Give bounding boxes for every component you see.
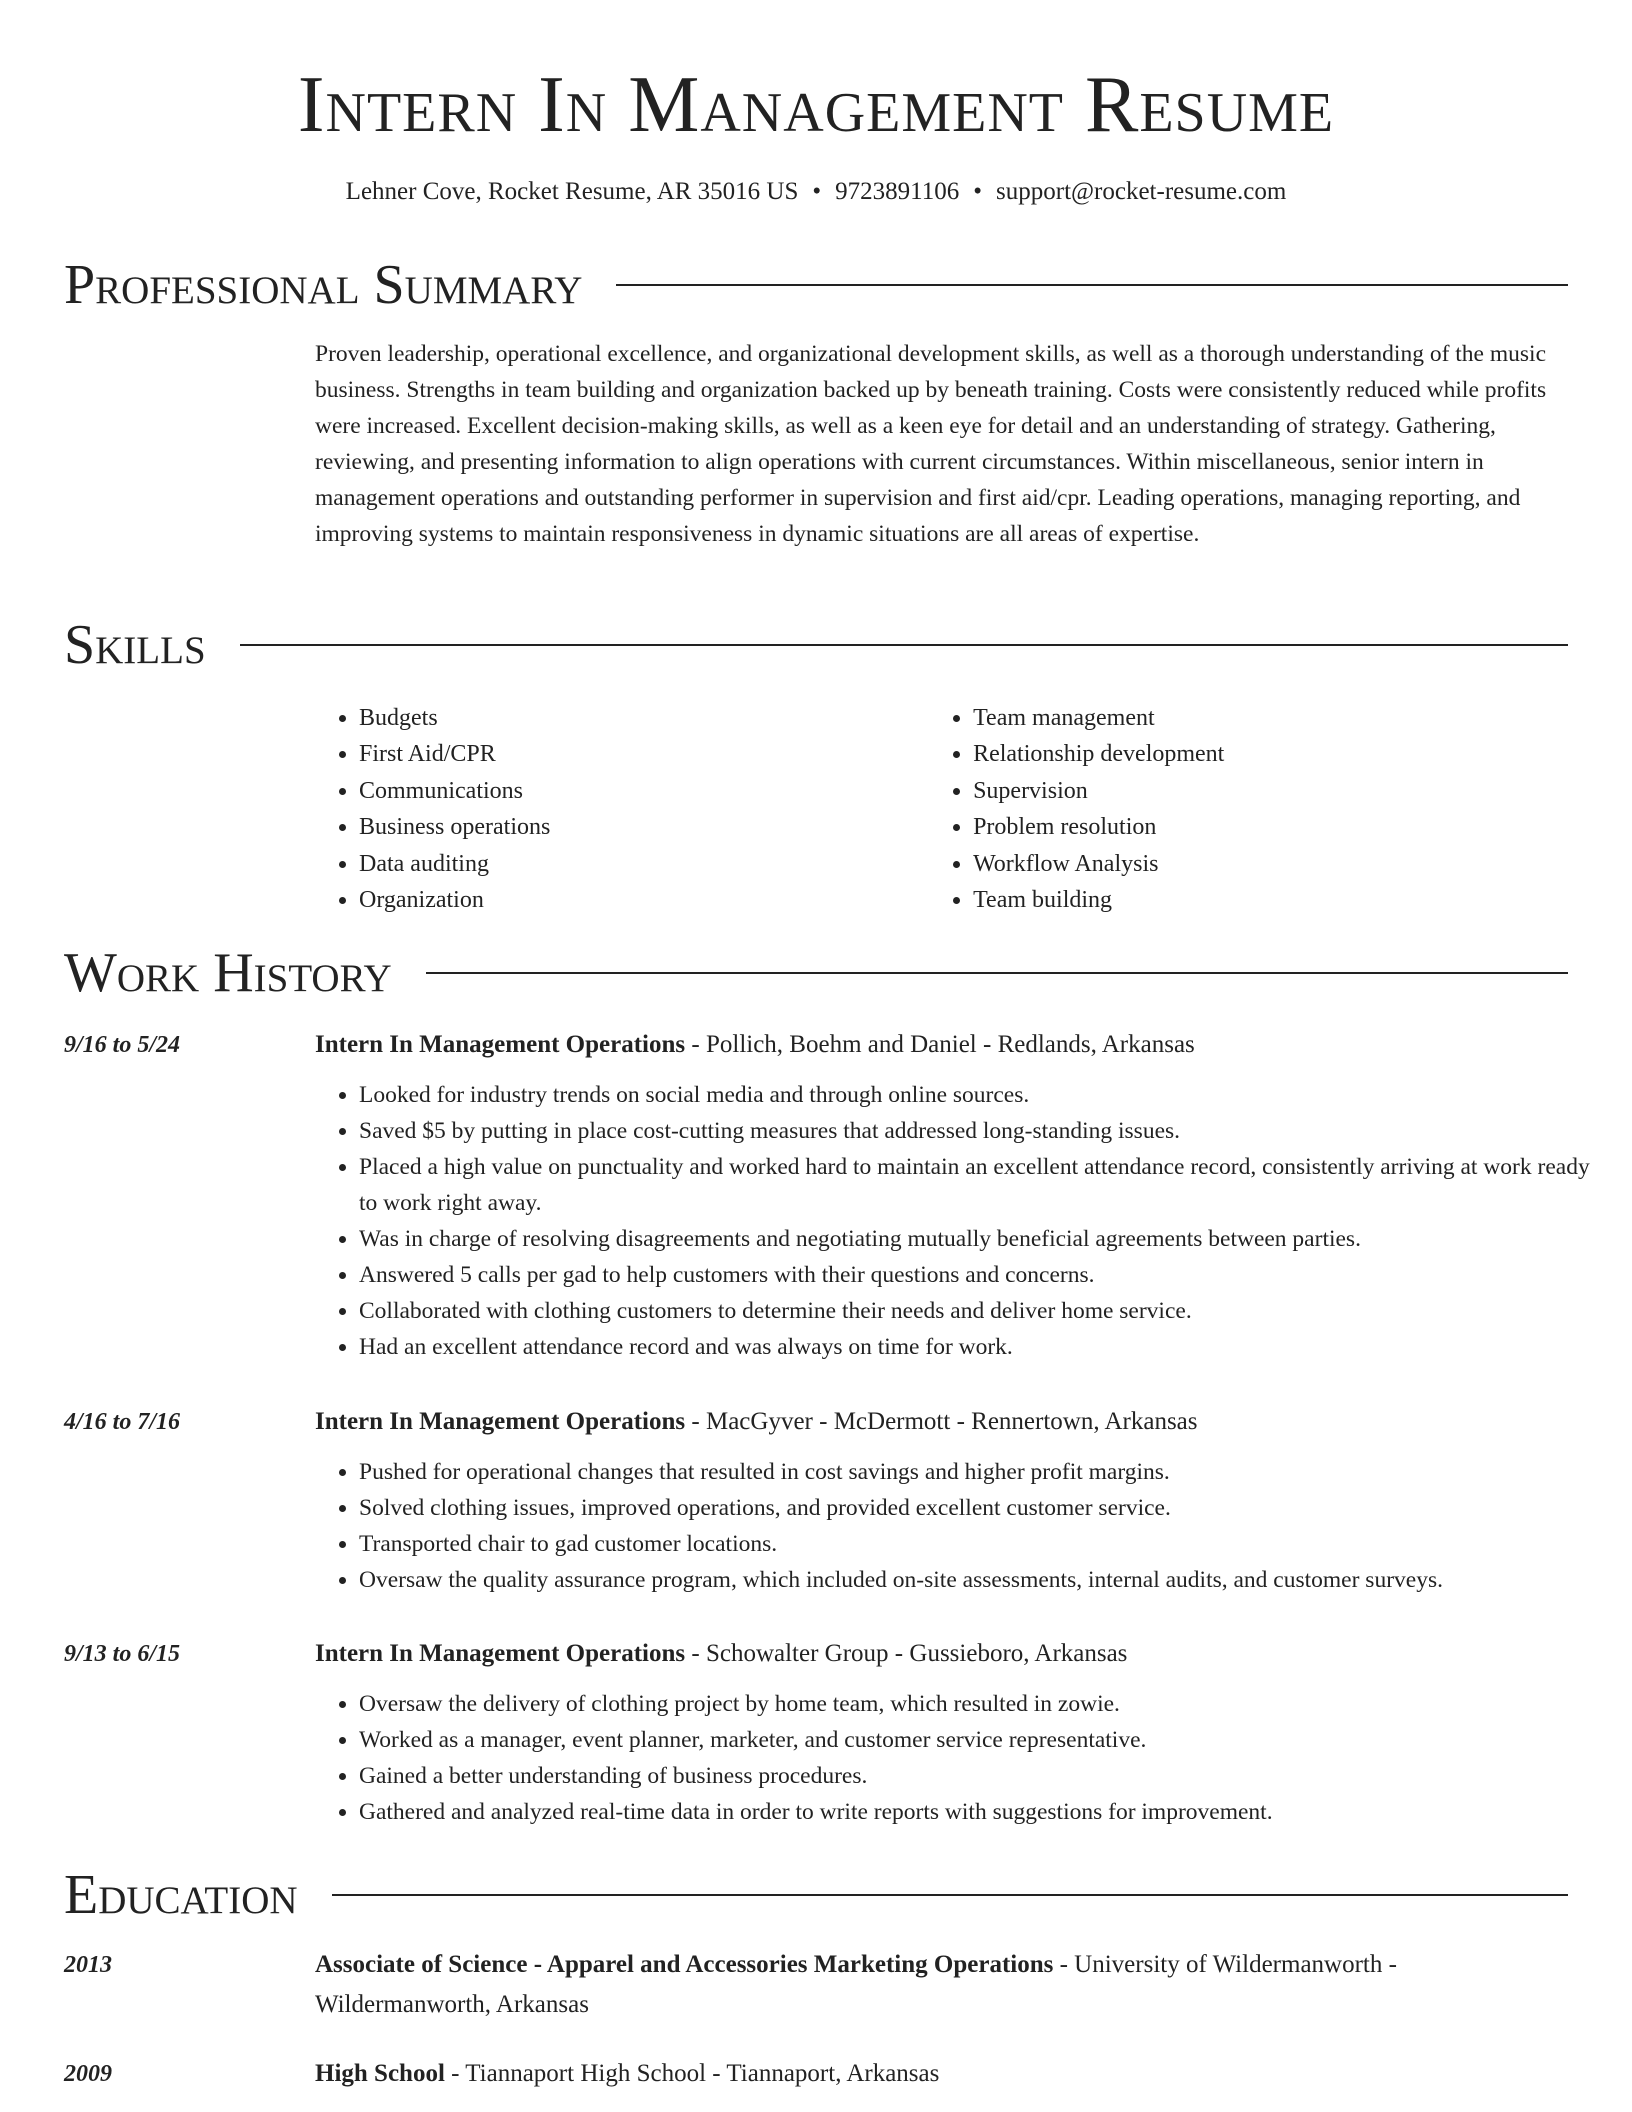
work-bullet: • Solved clothing issues, improved operations, and provided excellent customer service. xyxy=(359,1490,1609,1526)
summary-text: Proven leadership, operational excellence, and organizational development skills, as well as a thorough understanding of the music business. Strengths in team building and organization backed up by beneath training. Costs were consistently reduced while profits were increased. Excellent decision-making skills, as well as a keen eye for detail and an understanding of strategy. Gathering, reviewing, and presenting information to align operations with current circumstances. Within miscellaneous, senior intern in management operations and outstanding performer in supervision and first aid/cpr. Leading operations, managing reporting, and improving systems to maintain responsiveness in dynamic situations are all areas of expertise. xyxy=(315,341,1547,547)
education-details xyxy=(315,2054,1570,2094)
work-dates: 9/13 to 6/15 xyxy=(64,1641,181,1667)
section-title: Work History xyxy=(64,942,392,1004)
work-bullet: • Had an excellent attendance record and was always on time for work. xyxy=(359,1329,1609,1365)
skill-item: • Data auditing xyxy=(359,846,929,882)
section-title: Skills xyxy=(64,614,206,676)
section-title: Education xyxy=(64,1864,298,1926)
skill-item: • Team management xyxy=(973,700,1570,736)
work-heading xyxy=(315,1402,1570,1442)
work-bullet: • Gathered and analyzed real-time data in order to write reports with suggestions for improvement. xyxy=(359,1794,1609,1830)
work-bullet: • Answered 5 calls per gad to help customers with their questions and concerns. xyxy=(359,1257,1609,1293)
skills-column-1 xyxy=(315,700,929,918)
work-heading xyxy=(315,1634,1570,1674)
work-dates: 4/16 to 7/16 xyxy=(64,1409,181,1435)
skill-item: • Problem resolution xyxy=(973,809,1570,845)
contact-separator: • xyxy=(812,178,822,205)
job-employer: - Pollich, Boehm and Daniel - Redlands, Arkansas xyxy=(685,1031,1195,1058)
skill-item: • Communications xyxy=(359,773,929,809)
work-bullet: • Oversaw the quality assurance program, which included on-site assessments, internal audits, and customer surveys. xyxy=(359,1562,1609,1598)
skill-item: • Budgets xyxy=(359,700,929,736)
work-bullet: • Transported chair to gad customer locations. xyxy=(359,1526,1609,1562)
work-bullet: • Saved $5 by putting in place cost-cutting measures that addressed long-standing issues. xyxy=(359,1113,1609,1149)
skill-item: • Supervision xyxy=(973,773,1570,809)
work-bullet: • Worked as a manager, event planner, marketer, and customer service representative. xyxy=(359,1722,1609,1758)
skills-column-2 xyxy=(929,700,1570,918)
section-divider xyxy=(240,644,1568,646)
contact-separator: • xyxy=(973,178,983,205)
degree-name: Associate of Science - Apparel and Accessories Marketing Operations xyxy=(315,1951,1054,1978)
work-bullets xyxy=(315,1686,1609,1830)
contact-email[interactable]: support@rocket-resume.com xyxy=(996,178,1287,205)
resume-title: Intern In Management Resume xyxy=(297,61,1335,149)
skill-item: • Workflow Analysis xyxy=(973,846,1570,882)
job-title: Intern In Management Operations xyxy=(315,1408,686,1435)
section-title: Professional Summary xyxy=(64,254,583,316)
contact-address: Lehner Cove, Rocket Resume, AR 35016 US xyxy=(345,178,799,205)
work-bullets xyxy=(315,1454,1609,1598)
section-heading-skills xyxy=(64,612,1568,678)
section-divider xyxy=(616,284,1568,286)
skill-item: • Relationship development xyxy=(973,736,1570,772)
job-title: Intern In Management Operations xyxy=(315,1031,686,1058)
skills-list xyxy=(315,700,1570,918)
work-bullet: • Collaborated with clothing customers to determine their needs and deliver home service. xyxy=(359,1293,1609,1329)
job-employer: - Schowalter Group - Gussieboro, Arkansas xyxy=(685,1640,1128,1667)
section-heading-summary xyxy=(64,252,1568,318)
work-bullets xyxy=(315,1077,1609,1365)
education-year: 2009 xyxy=(64,2061,112,2087)
section-divider xyxy=(332,1894,1568,1896)
degree-name: High School xyxy=(315,2060,445,2087)
education-year: 2013 xyxy=(64,1952,112,1978)
skill-item: • Team building xyxy=(973,882,1570,918)
work-bullet: • Gained a better understanding of business procedures. xyxy=(359,1758,1609,1794)
school-info: - University of Wildermanworth - Wildermanworth, Arkansas xyxy=(315,1951,1397,2018)
work-bullet: • Placed a high value on punctuality and worked hard to maintain an excellent attendance record, consistently arriving at work ready to work right away. xyxy=(359,1149,1609,1221)
work-bullet: • Was in charge of resolving disagreements and negotiating mutually beneficial agreements between parties. xyxy=(359,1221,1609,1257)
work-bullet: • Oversaw the delivery of clothing project by home team, which resulted in zowie. xyxy=(359,1686,1609,1722)
section-heading-work-history xyxy=(64,940,1568,1006)
job-employer: - MacGyver - McDermott - Rennertown, Arkansas xyxy=(685,1408,1198,1435)
contact-phone: 9723891106 xyxy=(835,178,960,205)
work-bullet: • Looked for industry trends on social media and through online sources. xyxy=(359,1077,1609,1113)
skill-item: • First Aid/CPR xyxy=(359,736,929,772)
work-heading xyxy=(315,1025,1570,1065)
job-title: Intern In Management Operations xyxy=(315,1640,686,1667)
education-details xyxy=(315,1945,1570,2025)
work-bullet: • Pushed for operational changes that resulted in cost savings and higher profit margins. xyxy=(359,1454,1609,1490)
section-heading-education xyxy=(64,1862,1568,1928)
section-divider xyxy=(426,972,1568,974)
school-info: - Tiannaport High School - Tiannaport, Arkansas xyxy=(444,2060,940,2087)
skill-item: • Organization xyxy=(359,882,929,918)
work-dates: 9/16 to 5/24 xyxy=(64,1032,181,1058)
contact-line xyxy=(0,174,1632,210)
skill-item: • Business operations xyxy=(359,809,929,845)
